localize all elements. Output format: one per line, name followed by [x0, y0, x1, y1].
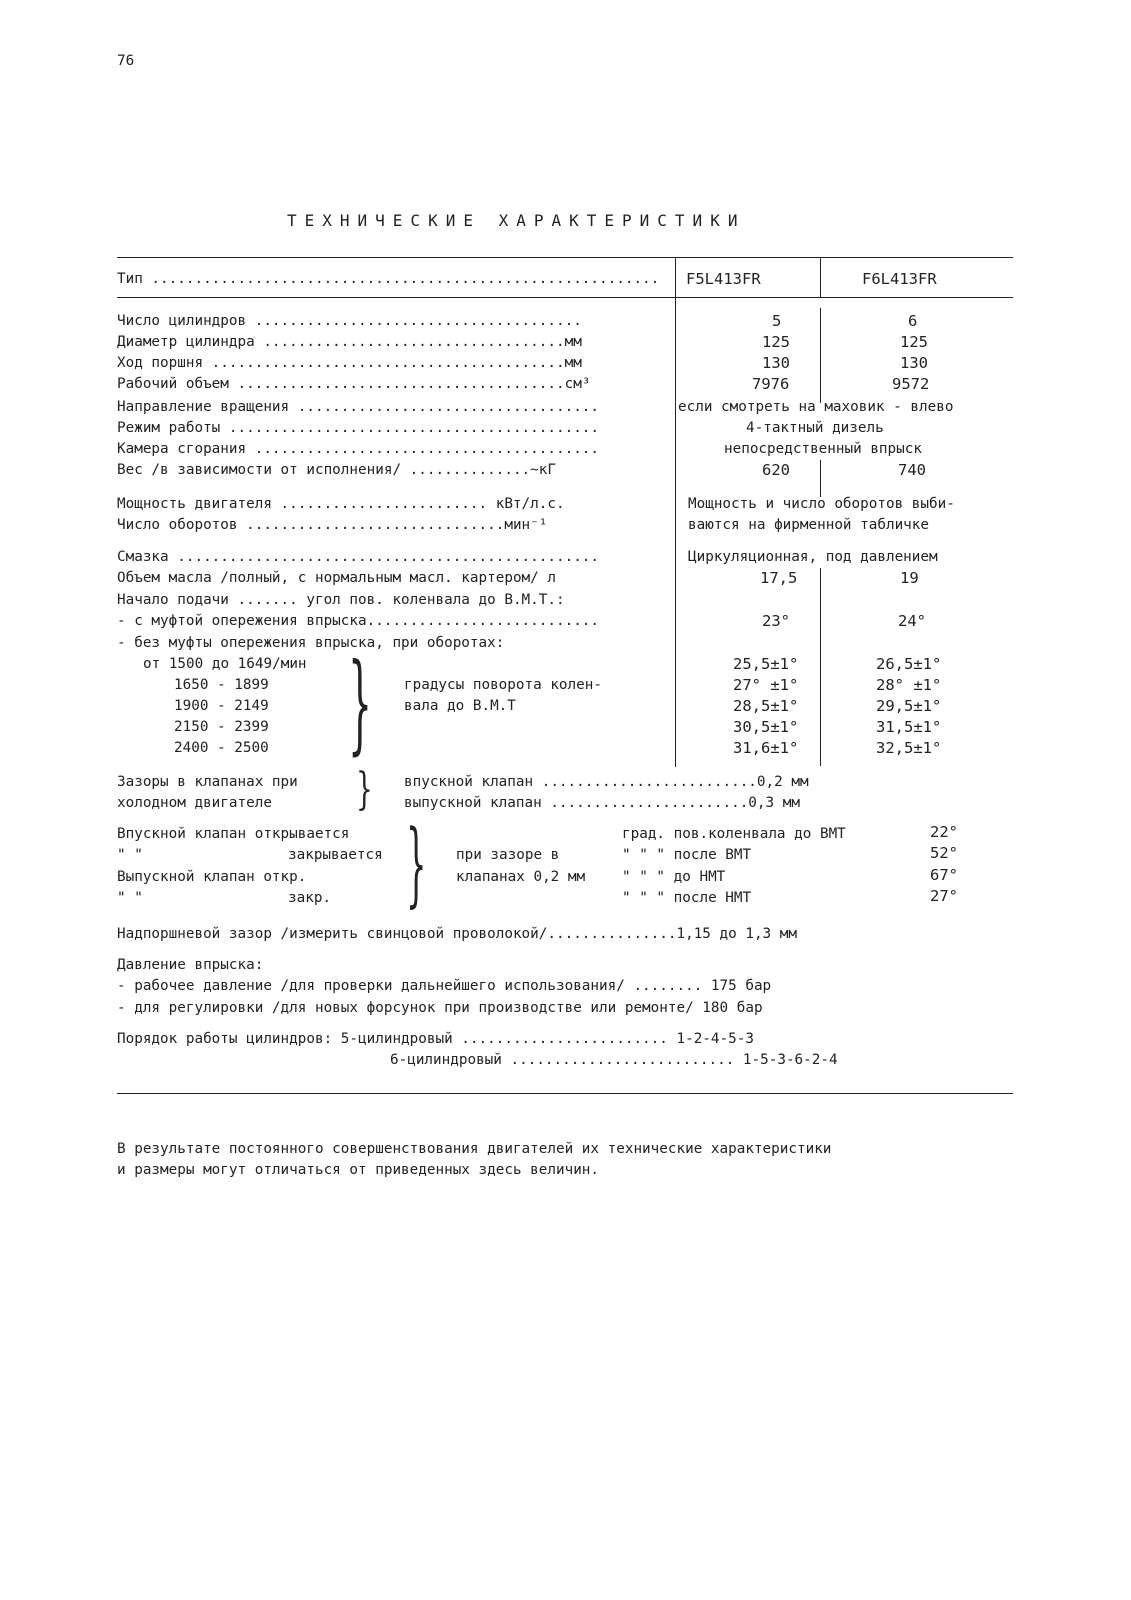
- footer-note-2: и размеры могут отличаться от приведенных здесь величин.: [117, 1162, 600, 1178]
- row-span-mode: 4-тактный дизель: [746, 420, 884, 436]
- timing-l1: Впускной клапан открывается: [117, 826, 350, 842]
- clearance-label-1: Зазоры в клапанах при: [117, 774, 298, 790]
- column-divider-2: [820, 257, 821, 297]
- lube-value: Циркуляционная, под давлением: [688, 549, 938, 565]
- timing-l2b: закрывается: [288, 847, 383, 863]
- timing-r3: " " " до НМТ: [622, 869, 726, 885]
- timing-l2a: " ": [117, 847, 143, 863]
- rpm-v2: 28° ±1°: [876, 676, 942, 694]
- row-v1-stroke: 130: [762, 354, 790, 372]
- row-label-chamber: Камера сгорания ........................................: [117, 441, 600, 457]
- timing-r2: " " " после ВМТ: [622, 847, 752, 863]
- row-label-bore: Диаметр цилиндра ...................................мм: [117, 334, 582, 350]
- row-v1-cylinders: 5: [772, 312, 782, 330]
- row-v2-displacement: 9572: [892, 375, 930, 393]
- rpm-note-1: градусы поворота колен-: [404, 677, 602, 693]
- rpm-label: Число оборотов ..............................мин⁻¹: [117, 517, 548, 533]
- with-advance-label: - с муфтой опережения впрыска...........................: [117, 613, 600, 629]
- lube-label: Смазка .................................................: [117, 549, 600, 565]
- timing-mid-2: клапанах 0,2 мм: [456, 869, 586, 885]
- rpm-range: 1900 - 2149: [174, 698, 269, 714]
- table-top-rule: [117, 257, 1013, 258]
- power-label: Мощность двигателя ........................ кВт/л.с.: [117, 496, 565, 512]
- rpm-brace: }: [348, 641, 373, 766]
- row-label-cylinders: Число цилиндров ......................................: [117, 313, 582, 329]
- row-v2-stroke: 130: [900, 354, 928, 372]
- piston-gap: Надпоршневой зазор /измерить свинцовой проволокой/...............1,15 до 1,3 мм: [117, 926, 797, 942]
- firing-order-1: Порядок работы цилиндров: 5-цилиндровый ........................ 1-2-4-5-3: [117, 1031, 754, 1047]
- power-note-2: ваются на фирменной табличке: [688, 517, 930, 533]
- table-bottom-rule: [117, 1093, 1013, 1094]
- row-label-weight: Вес /в зависимости от исполнения/ ..............~кГ: [117, 462, 556, 478]
- rpm-range: 1650 - 1899: [174, 677, 269, 693]
- type-col1: F5L413FR: [686, 270, 761, 288]
- timing-r1: град. пов.коленвала до ВМТ: [622, 826, 846, 842]
- timing-v4: 27°: [930, 887, 958, 905]
- pressure-line-2: - для регулировки /для новых форсунок при производстве или ремонте/ 180 бар: [117, 1000, 763, 1016]
- without-advance-label: - без муфты опережения впрыска, при оборотах:: [117, 635, 505, 651]
- row-span-chamber: непосредственный впрыск: [724, 441, 922, 457]
- header-rule: [117, 297, 1013, 298]
- row-v2-cylinders: 6: [908, 312, 918, 330]
- rpm-v2: 26,5±1°: [876, 655, 942, 673]
- row-v1-displacement: 7976: [752, 375, 790, 393]
- power-note-1: Мощность и число оборотов выби-: [688, 496, 955, 512]
- intake-clearance: впускной клапан .........................0,2 мм: [404, 774, 809, 790]
- rpm-range: 2150 - 2399: [174, 719, 269, 735]
- pressure-line-1: - рабочее давление /для проверки дальнейшего использования/ ........ 175 бар: [117, 978, 772, 994]
- type-col2: F6L413FR: [862, 270, 937, 288]
- column-divider-2-weight: [820, 460, 821, 485]
- oil-volume-v1: 17,5: [760, 569, 798, 587]
- exhaust-clearance: выпускной клапан .......................0,3 мм: [404, 795, 800, 811]
- timing-l4a: " ": [117, 890, 143, 906]
- type-label: Тип ...........................................................: [117, 271, 660, 287]
- row-v2-weight: 740: [898, 461, 926, 479]
- footer-note-1: В результате постоянного совершенствования двигателей их технические характеристики: [117, 1141, 832, 1157]
- row-v1-weight: 620: [762, 461, 790, 479]
- rpm-note-2: вала до В.М.Т: [404, 698, 516, 714]
- page-title: ТЕХНИЧЕСКИЕ ХАРАКТЕРИСТИКИ: [287, 211, 746, 230]
- column-divider-1: [675, 257, 676, 767]
- clearance-label-2: холодном двигателе: [117, 795, 272, 811]
- rpm-range: 2400 - 2500: [174, 740, 269, 756]
- row-v2-bore: 125: [900, 333, 928, 351]
- column-divider-2-oil: [820, 568, 821, 766]
- oil-volume-v2: 19: [900, 569, 919, 587]
- rpm-v2: 32,5±1°: [876, 739, 942, 757]
- timing-mid-1: при зазоре в: [456, 847, 560, 863]
- pressure-title: Давление впрыска:: [117, 957, 264, 973]
- timing-r4: " " " после НМТ: [622, 890, 752, 906]
- rpm-v1: 30,5±1°: [733, 718, 799, 736]
- timing-l3: Выпускной клапан откр.: [117, 869, 307, 885]
- rpm-v2: 31,5±1°: [876, 718, 942, 736]
- page-number: 76: [117, 53, 135, 69]
- clearance-brace: }: [356, 764, 373, 815]
- column-divider-2-short: [820, 308, 821, 403]
- timing-v3: 67°: [930, 866, 958, 884]
- timing-v1: 22°: [930, 823, 958, 841]
- rpm-range: от 1500 до 1649/мин: [143, 656, 307, 672]
- row-label-stroke: Ход поршня .........................................мм: [117, 355, 582, 371]
- rpm-v1: 28,5±1°: [733, 697, 799, 715]
- oil-volume-label: Объем масла /полный, с нормальным масл. картером/ л: [117, 570, 556, 586]
- row-span-rotation: если смотреть на маховик - влево: [678, 399, 954, 415]
- with-advance-v1: 23°: [762, 612, 790, 630]
- firing-order-2: 6-цилиндровый .......................... 1-5-3-6-2-4: [390, 1052, 838, 1068]
- timing-v2: 52°: [930, 844, 958, 862]
- rpm-v1: 27° ±1°: [733, 676, 799, 694]
- rpm-v1: 25,5±1°: [733, 655, 799, 673]
- row-label-mode: Режим работы ...........................................: [117, 420, 600, 436]
- with-advance-v2: 24°: [898, 612, 926, 630]
- rpm-v1: 31,6±1°: [733, 739, 799, 757]
- injection-start-label: Начало подачи ....... угол пов. коленвала до В.М.Т.:: [117, 592, 565, 608]
- row-label-rotation: Направление вращения ...................................: [117, 399, 600, 415]
- row-label-displacement: Рабочий объем ......................................см³: [117, 376, 591, 392]
- row-v1-bore: 125: [762, 333, 790, 351]
- timing-brace: }: [406, 810, 427, 917]
- rpm-v2: 29,5±1°: [876, 697, 942, 715]
- timing-l4b: закр.: [288, 890, 332, 906]
